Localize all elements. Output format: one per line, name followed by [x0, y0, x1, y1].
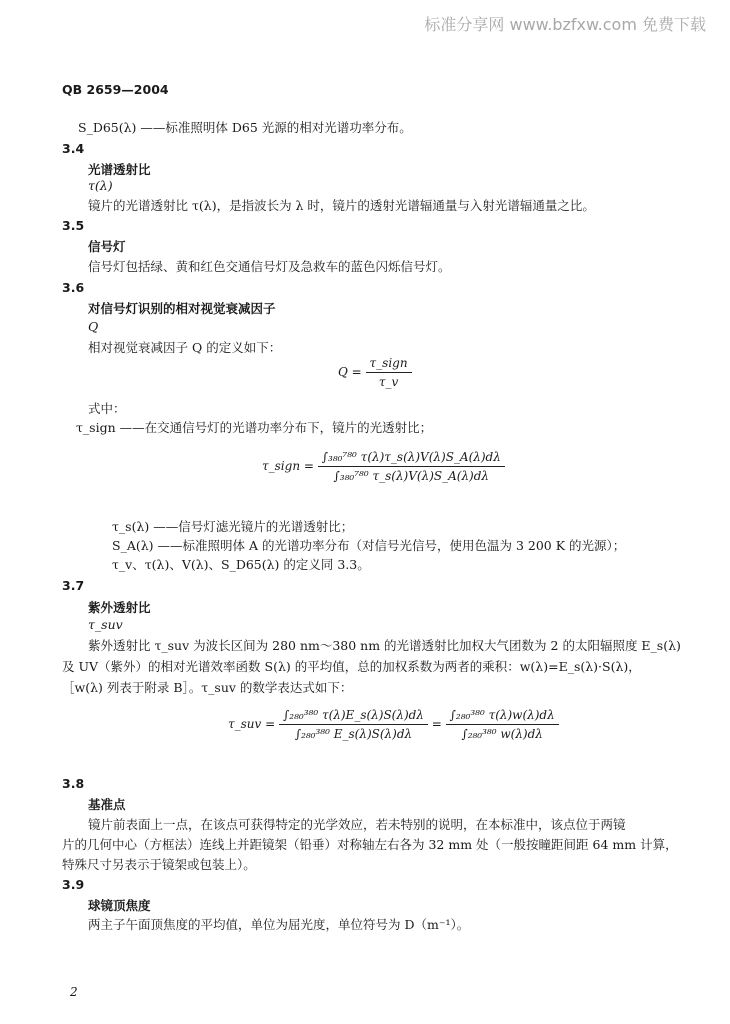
section-3-8-number: 3.8	[62, 776, 85, 791]
formula-tau-suv-denominator-1: ∫₂₈₀³⁸⁰ E_s(λ)S(λ)dλ	[294, 727, 413, 741]
section-3-8-definition-line2: 片的几何中心（方框法）连线上并距镜架（铅垂）对称轴左右各为 32 mm 处（一般按瞳距间距 64 mm 计算，	[62, 837, 678, 852]
page-number: 2	[70, 985, 78, 999]
section-3-4-number: 3.4	[62, 141, 85, 156]
section-3-6-definition: 相对视觉衰减因子 Q 的定义如下：	[88, 340, 282, 355]
formula-tau-sign	[262, 450, 505, 483]
formula-tau-suv-lhs: τ_suv =	[228, 717, 276, 731]
formula-tau-suv-equals: =	[431, 717, 442, 731]
section-3-4-definition: 镜片的光谱透射比 τ(λ)，是指波长为 λ 时，镜片的透射光谱辐通量与入射光谱辐通量之比。	[88, 198, 595, 213]
s-a-definition: S_A(λ) ——标准照明体 A 的光谱功率分布（对信号光信号，使用色温为 3 200 K 的光源）；	[112, 538, 626, 553]
formula-q-fraction	[366, 356, 412, 389]
formula-tau-suv-fraction-2	[446, 708, 559, 741]
section-3-5-number: 3.5	[62, 218, 85, 233]
formula-tau-sign-numerator: ∫₃₈₀⁷⁸⁰ τ(λ)τ_s(λ)V(λ)S_A(λ)dλ	[318, 450, 505, 467]
section-3-6-symbol: Q	[88, 319, 99, 334]
section-3-7-definition-line3: ［w(λ) 列表于附录 B］。τ_suv 的数学表达式如下：	[62, 680, 353, 695]
formula-q-lhs: Q =	[338, 365, 362, 379]
formula-tau-suv-fraction-1	[279, 708, 428, 741]
formula-q	[338, 356, 412, 389]
formula-tau-suv-numerator-1: ∫₂₈₀³⁸⁰ τ(λ)E_s(λ)S(λ)dλ	[279, 708, 428, 725]
section-3-9-definition: 两主子午面顶焦度的平均值，单位为屈光度，单位符号为 D（m⁻¹）。	[88, 917, 470, 932]
formula-tau-suv	[228, 708, 559, 741]
section-3-7-symbol: τ_suv	[88, 617, 123, 632]
section-3-5-definition: 信号灯包括绿、黄和红色交通信号灯及急救车的蓝色闪烁信号灯。	[88, 259, 451, 274]
standard-code-header: QB 2659—2004	[62, 82, 169, 97]
same-definition-note: τ_v、τ(λ)、V(λ)、S_D65(λ) 的定义同 3.3。	[112, 557, 370, 572]
section-3-7-definition-line1: 紫外透射比 τ_suv 为波长区间为 280 nm～380 nm 的光谱透射比加权大气团数为 2 的太阳辐照度 E_s(λ)	[88, 638, 681, 653]
s-d65-definition: S_D65(λ) ——标准照明体 D65 光源的相对光谱功率分布。	[78, 120, 412, 135]
section-3-6-term: 对信号灯识别的相对视觉衰减因子	[88, 301, 276, 316]
where-label: 式中：	[88, 401, 126, 416]
section-3-6-number: 3.6	[62, 280, 85, 295]
formula-tau-suv-numerator-2: ∫₂₈₀³⁸⁰ τ(λ)w(λ)dλ	[446, 708, 559, 725]
formula-tau-sign-fraction	[318, 450, 505, 483]
section-3-8-definition-line1: 镜片前表面上一点，在该点可获得特定的光学效应，若未特别的说明，在本标准中，该点位于两镜	[88, 817, 626, 832]
formula-q-numerator: τ_sign	[366, 356, 412, 373]
formula-tau-suv-denominator-2: ∫₂₈₀³⁸⁰ w(λ)dλ	[461, 727, 543, 741]
tau-sign-definition: τ_sign ——在交通信号灯的光谱功率分布下，镜片的光透射比；	[76, 420, 433, 435]
formula-q-denominator: τ_v	[378, 375, 399, 389]
section-3-7-term: 紫外透射比	[88, 600, 151, 615]
section-3-7-number: 3.7	[62, 578, 85, 593]
section-3-9-term: 球镜顶焦度	[88, 898, 151, 913]
tau-s-definition: τ_s(λ) ——信号灯滤光镜片的光谱透射比；	[112, 519, 354, 534]
section-3-5-term: 信号灯	[88, 239, 126, 254]
watermark: 标准分享网 www.bzfxw.com 免费下载	[424, 15, 706, 34]
section-3-8-definition-line3: 特殊尺寸另表示于镜架或包装上）。	[62, 857, 256, 872]
section-3-4-term: 光谱透射比	[88, 162, 151, 177]
formula-tau-sign-denominator: ∫₃₈₀⁷⁸⁰ τ_s(λ)V(λ)S_A(λ)dλ	[333, 469, 490, 483]
section-3-8-term: 基准点	[88, 797, 126, 812]
formula-tau-sign-lhs: τ_sign =	[262, 459, 314, 473]
section-3-4-symbol: τ(λ)	[88, 178, 113, 193]
section-3-7-definition-line2: 及 UV（紫外）的相对光谱效率函数 S(λ) 的平均值，总的加权系数为两者的乘积：w(λ)=E_s(λ)·S(λ)，	[62, 659, 641, 674]
section-3-9-number: 3.9	[62, 877, 85, 892]
